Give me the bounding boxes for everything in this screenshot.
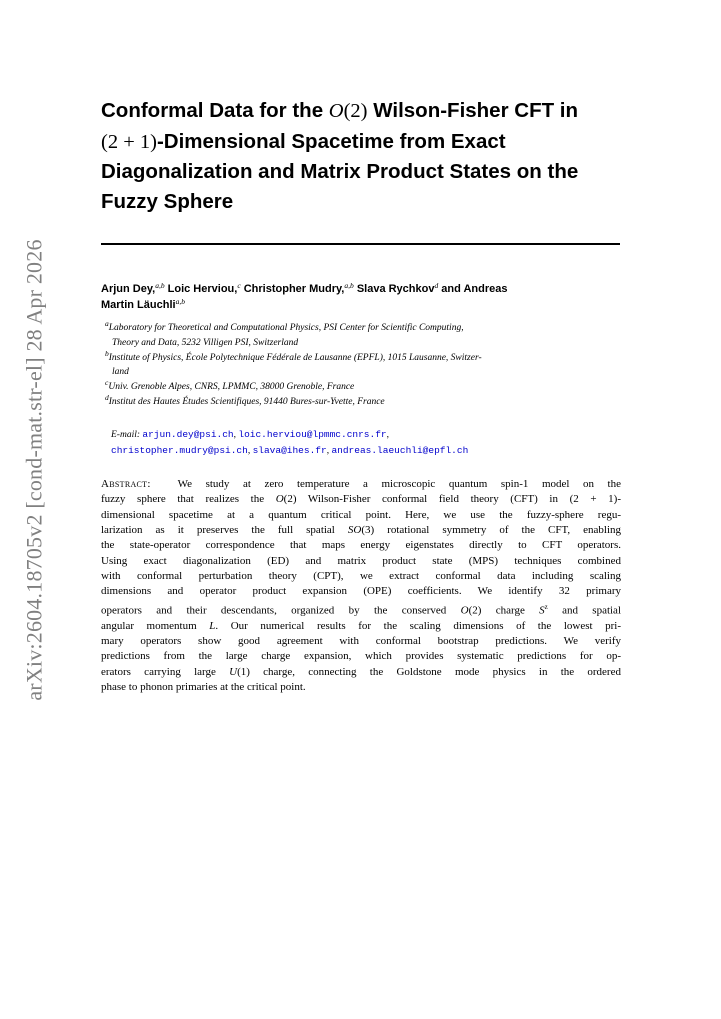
affiliation-a-cont: Theory and Data, 5232 Villigen PSI, Switzerland <box>112 337 299 348</box>
affiliations <box>105 321 622 410</box>
email-label: E-mail: <box>111 430 141 440</box>
author-sup: a,b <box>344 281 354 290</box>
author-sup: d <box>434 281 439 290</box>
email-line-1: E-mail: arjun.dey@psi.ch, loic.herviou@lpmmc.cnrs.fr, <box>111 429 389 440</box>
author-line-1: Arjun Dey,$^{a,b}$ Loic Herviou,$^c$ Christopher Mudry,$^{a,b}$ Slava Rychkov$^d$ and Andreas <box>101 281 508 295</box>
abstract-label: Abstract: <box>101 478 151 490</box>
affiliation-b-cont: land <box>112 367 129 378</box>
affiliation-d: $^d$Institut des Hautes Études Scientifiques, 91440 Bures-sur-Yvette, France <box>105 392 385 407</box>
paper-title <box>101 96 621 216</box>
affiliation-b: $^b$Institute of Physics, École Polytechnique Fédérale de Lausanne (EPFL), 1015 Lausanne, Switzer- <box>105 348 482 363</box>
arxiv-identifier: arXiv:2604.18705v2 [cond-mat.str-el] 28 Apr 2026 <box>22 239 47 701</box>
author-name: Slava Rychkov <box>356 283 435 295</box>
author-line-2: Martin Läuchli$^{a,b}$ <box>101 297 185 311</box>
author-name: Christopher Mudry, <box>243 283 345 295</box>
author-sup: a,b <box>175 297 185 306</box>
title-line-1: Conformal Data for the O(2) Wilson-Fisher CFT in <box>101 99 579 122</box>
email-link[interactable]: andreas.laeuchli@epfl.ch <box>331 445 469 456</box>
author-sup: a,b <box>155 281 165 290</box>
author-name: Loic Herviou, <box>167 283 238 295</box>
title-line-4: Fuzzy Sphere <box>101 189 234 213</box>
author-sup: c <box>237 281 241 290</box>
arxiv-identifier-sidebar <box>20 239 50 701</box>
title-rule <box>101 243 620 245</box>
title-line-2: (2 + 1)-Dimensional Spacetime from Exact <box>101 129 506 153</box>
author-name: Arjun Dey, <box>101 283 156 295</box>
email-link[interactable]: loic.herviou@lpmmc.cnrs.fr <box>238 429 387 440</box>
email-line-2: christopher.mudry@psi.ch, slava@ihes.fr, andreas.laeuchli@epfl.ch <box>111 445 469 456</box>
email-link[interactable]: arjun.dey@psi.ch <box>142 429 234 440</box>
title-line-3: Diagonalization and Matrix Product States on the <box>101 160 579 183</box>
affiliation-a: $^a$Laboratory for Theoretical and Computational Physics, PSI Center for Scientific Computing, <box>105 319 464 333</box>
email-block <box>111 427 621 459</box>
abstract: Abstract: We study at zero temperature a microscopic quantum spin-1 model on the fuzzy sphere that realizes the O(2) Wilson-Fisher conformal field theory (CFT) in (2 + 1)- dimensional spacetime at a quantum critical point. Here, we use the fuzzy-sphere regu- larization as it preserves the full spatial SO(3) rotational symmetry of the CFT, enabling the state-operator correspondence that maps energy eigenstates directly to CFT operators. Using exact diagonalization (ED) and matrix product state (MPS) techniques combined with conformal perturbation theory (CPT), we extract conformal data including scaling dimensions and operator product expansion (OPE) coefficients. We identify 32 primary operators and their descendants, organized by the conserved O(2) charge $S^z$ and spatial angular momentum L. Our numerical results for the scaling dimensions of the lowest pri- mary operators show good agreement with conformal bootstrap predictions. We verify predictions from the large charge expansion, which provides systematic predictions for op- erators carrying large U(1) charge, connecting the Goldstone mode physics in the ordered phase to phonon primaries at the critical point. <box>101 478 622 694</box>
author-list <box>101 281 621 313</box>
affiliation-c: $^c$Univ. Grenoble Alpes, CNRS, LPMMC, 38000 Grenoble, France <box>105 378 355 393</box>
email-link[interactable]: christopher.mudry@psi.ch <box>111 445 248 456</box>
email-link[interactable]: slava@ihes.fr <box>252 445 327 456</box>
